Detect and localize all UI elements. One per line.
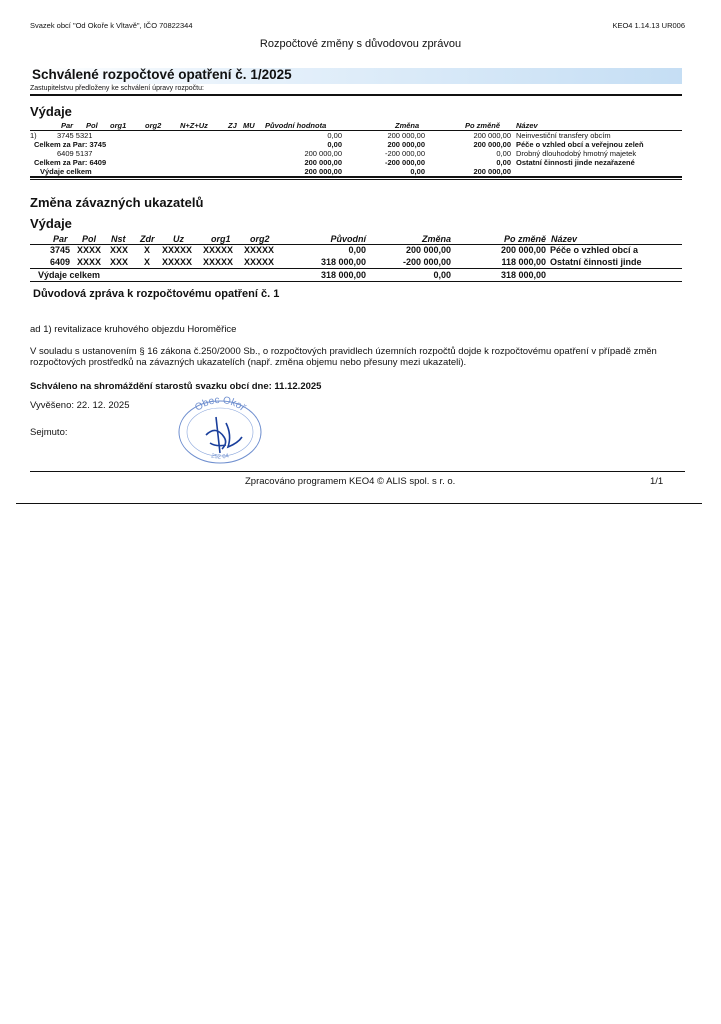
row-original: 200 000,00 (304, 167, 342, 176)
page-number: 1/1 (650, 476, 664, 487)
col-header: org1 (110, 121, 127, 130)
col-header: Pol (86, 121, 98, 130)
col-header: Par (61, 121, 74, 130)
row-index: 1) (30, 131, 37, 140)
row-after: 118 000,00 (501, 257, 546, 267)
footer-program: Zpracováno programem KEO4 © ALIS spol. s r. o. (245, 476, 456, 487)
row-original: 200 000,00 (304, 158, 342, 167)
approval-date: Schváleno na shromáždění starostů svazku obcí dne: 11.12.2025 (30, 381, 322, 392)
report-paragraph: V souladu s ustanovením § 16 zákona č.250/2000 Sb., o rozpočtových pravidlech územních rozpočtů dojde k rozpočtovému opatření v případě změn rozpočtových prostředků na závazných ukazatelích (např. změna objemu nebo přesuny mezi ukazateli). (30, 346, 657, 368)
section-expenses: Výdaje (30, 104, 72, 119)
report-item: ad 1) revitalizace kruhového objezdu Horoměřice (30, 324, 237, 335)
approval-note: Zastupitelstvu předloženy ke schválení úpravy rozpočtu: (30, 85, 204, 92)
row-name: Péče o vzhled obcí a veřejnou zeleň (516, 140, 644, 149)
row-name: Ostatní činnosti jinde nezařazené (516, 158, 635, 167)
row-change: 200 000,00 (387, 140, 425, 149)
row-original: 0,00 (327, 140, 342, 149)
divider (30, 281, 682, 282)
municipal-stamp (176, 395, 264, 465)
row-original: 200 000,00 (304, 149, 342, 158)
row-code: X (144, 245, 151, 255)
row-original: 318 000,00 (320, 257, 366, 267)
col-header: Název (516, 121, 538, 130)
stamp-text: Obec Okoř (193, 395, 248, 414)
divider (16, 503, 702, 504)
removed-date: Sejmuto: (30, 427, 68, 438)
row-code: XXXXX (244, 245, 275, 255)
stamp-code: 252 64 (210, 453, 230, 461)
report-code: KEO4 1.14.13 UR006 (612, 21, 685, 30)
col-header: org2 (145, 121, 162, 130)
row-change: -200 000,00 (402, 257, 451, 267)
row-change: 0,00 (410, 167, 425, 176)
total-change: 0,00 (433, 270, 451, 280)
organization-header: Svazek obcí "Od Okoře k Vltavě", IČO 70822344 (30, 21, 193, 30)
row-after: 200 000,00 (473, 140, 511, 149)
row-code: XXXXX (244, 257, 275, 267)
col-header: Uz (173, 234, 184, 244)
col-header: ZJ (228, 121, 237, 130)
col-header: org1 (211, 234, 231, 244)
col-header: Po změně (465, 121, 501, 130)
total-label: Výdaje celkem (38, 270, 101, 280)
col-header: Zdr (140, 234, 155, 244)
signature (206, 417, 242, 453)
row-account: Celkem za Par: 3745 (34, 140, 107, 149)
row-code: XXXXX (203, 245, 234, 255)
row-change: 200 000,00 (405, 245, 451, 255)
row-after: 200 000,00 (500, 245, 546, 255)
col-header: Změna (395, 121, 420, 130)
row-code: XXX (110, 257, 129, 267)
col-header: Nst (111, 234, 126, 244)
row-code: 6409 (50, 257, 71, 267)
col-header: MU (243, 121, 255, 130)
row-name: Neinvestiční transfery obcím (516, 131, 611, 140)
row-original: 0,00 (327, 131, 342, 140)
row-account: Výdaje celkem (40, 167, 92, 176)
row-code: XXXX (77, 257, 102, 267)
row-name: Drobný dlouhodobý hmotný majetek (516, 149, 637, 158)
col-header: Původní hodnota (265, 121, 327, 130)
col-header: Pol (82, 234, 97, 244)
col-header: Název (551, 234, 578, 244)
row-account: 6409 5137 (57, 149, 93, 158)
row-name: Péče o vzhled obcí a (550, 245, 639, 255)
row-after: 0,00 (496, 158, 511, 167)
section-expenses: Výdaje (30, 216, 72, 231)
row-original: 0,00 (348, 245, 366, 255)
row-code: XXXXX (162, 245, 193, 255)
row-name: Ostatní činnosti jinde (550, 257, 642, 267)
row-account: 3745 5321 (57, 131, 93, 140)
col-header: Původní (330, 234, 366, 244)
row-change: 200 000,00 (387, 131, 425, 140)
col-header: Po změně (503, 234, 546, 244)
row-code: XXX (110, 245, 129, 255)
col-header: org2 (250, 234, 270, 244)
row-code: 3745 (50, 245, 71, 255)
page-subtitle: Rozpočtové změny s důvodovou zprávou (259, 38, 462, 50)
row-after: 200 000,00 (473, 131, 511, 140)
col-header: Par (53, 234, 68, 244)
row-code: XXXXX (203, 257, 234, 267)
total-after: 318 000,00 (500, 270, 546, 280)
posted-date: Vyvěšeno: 22. 12. 2025 (30, 400, 130, 411)
row-code: XXXX (77, 245, 102, 255)
report-heading: Důvodová zpráva k rozpočtovému opatření č. 1 (33, 288, 280, 300)
row-change: -200 000,00 (384, 149, 425, 158)
row-change: -200 000,00 (384, 158, 425, 167)
divider (30, 471, 685, 472)
row-after: 0,00 (496, 149, 511, 158)
col-header: N+Z+Uz (180, 121, 208, 130)
row-account: Celkem za Par: 6409 (34, 158, 107, 167)
binding-indicators-heading: Změna závazných ukazatelů (30, 195, 204, 210)
indicator-total-row (0, 0, 721, 300)
row-code: XXXXX (162, 257, 193, 267)
row-code: X (144, 257, 151, 267)
page-title: Schválené rozpočtové opatření č. 1/2025 (32, 67, 292, 82)
col-header: Změna (421, 234, 451, 244)
total-original: 318 000,00 (320, 270, 366, 280)
row-after: 200 000,00 (473, 167, 511, 176)
